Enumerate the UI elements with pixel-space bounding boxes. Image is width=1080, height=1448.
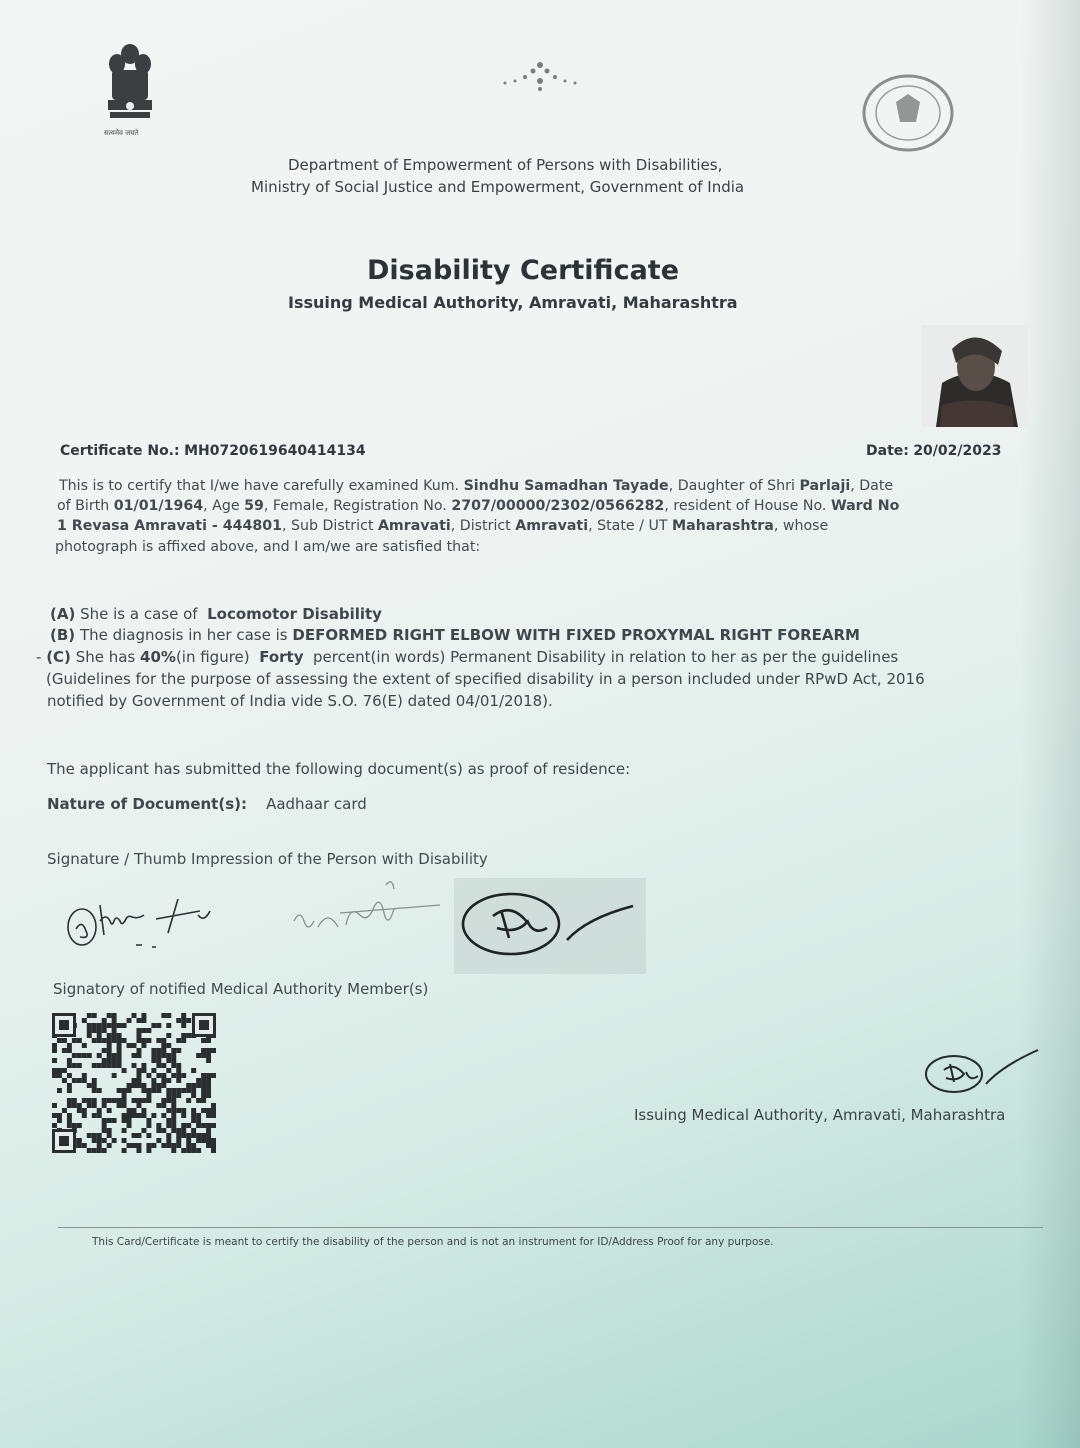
emblem-caption: सत्यमेव जयते: [104, 129, 139, 137]
body-line-3: 1 Revasa Amravati - 444801, Sub District Amravati, District Amravati, State / UT Maharashtra, whose: [57, 518, 829, 534]
body-line-4: photograph is affixed above, and I am/we are satisfied that:: [55, 539, 481, 555]
footer-divider: [58, 1227, 1043, 1228]
house-number: Ward No: [830, 498, 900, 514]
finding-b: (B) The diagnosis in her case is DEFORMED RIGHT ELBOW WITH FIXED PROXYMAL RIGHT FOREARM: [50, 626, 860, 644]
disability-percent: 40%: [140, 648, 176, 666]
diagnosis-value: DEFORMED RIGHT ELBOW WITH FIXED PROXYMAL RIGHT FOREARM: [292, 626, 860, 644]
paper-fold-shadow: [1020, 0, 1080, 1448]
authority-footer: Issuing Medical Authority, Amravati, Maharashtra: [634, 1106, 1006, 1124]
disability-type: Locomotor Disability: [207, 605, 382, 623]
ornament-icon: [495, 55, 585, 95]
page-title: Disability Certificate: [367, 255, 680, 286]
page-subtitle: Issuing Medical Authority, Amravati, Maharashtra: [288, 293, 738, 312]
finding-c-line-2: (Guidelines for the purpose of assessing the extent of specified disability in a person included under RPwD Act, 2016: [46, 670, 925, 688]
certificate-date: [866, 443, 1001, 459]
certificate-number-value: MH0720619640414134: [184, 443, 366, 459]
authority-signature-icon: [455, 880, 645, 970]
applicant-hindi-signature-icon: [290, 875, 445, 945]
body-line-1: This is to certify that I/we have carefully examined Kum. Sindhu Samadhan Tayade, Daughter of Shri Parlaji, Date: [59, 478, 894, 494]
certificate-number: [60, 443, 366, 459]
certificate-number-label: Certificate No.:: [60, 443, 180, 459]
documents-label: Nature of Document(s):: [47, 795, 247, 813]
address-value: 1 Revasa Amravati - 444801: [57, 518, 282, 534]
national-emblem-icon: [100, 40, 160, 138]
applicant-signature-icon: [60, 885, 220, 955]
ministry-name: Ministry of Social Justice and Empowerment, Government of India: [251, 178, 745, 196]
authority-signature-small-icon: [922, 1040, 1042, 1098]
signature-label: Signature / Thumb Impression of the Person with Disability: [47, 850, 488, 868]
documents-row: [47, 795, 367, 813]
signatory-label: Signatory of notified Medical Authority Member(s): [53, 980, 429, 998]
qr-code-icon[interactable]: [52, 1013, 216, 1153]
finding-a: (A) She is a case of Locomotor Disability: [50, 605, 382, 623]
documents-intro: The applicant has submitted the following document(s) as proof of residence:: [47, 760, 631, 778]
disclaimer: This Card/Certificate is meant to certify the disability of the person and is not an instrument for ID/Address Proof for any purpose.: [92, 1236, 774, 1248]
certificate-date-label: Date:: [866, 443, 909, 459]
date-of-birth: 01/01/1964: [113, 498, 204, 514]
finding-c-line-3: notified by Government of India vide S.O. 76(E) dated 04/01/2018).: [47, 692, 553, 710]
applicant-photo: [922, 325, 1028, 427]
certificate-date-value: 20/02/2023: [913, 443, 1002, 459]
body-line-2: of Birth 01/01/1964, Age 59, Female, Registration No. 2707/00000/2302/0566282, resident of House No. Ward No: [57, 498, 900, 514]
department-name: Department of Empowerment of Persons with Disabilities,: [288, 156, 723, 174]
official-seal-icon: [862, 74, 954, 152]
documents-value: Aadhaar card: [266, 795, 367, 813]
father-name: Parlaji: [799, 478, 851, 494]
sub-district-value: Amravati: [377, 518, 451, 534]
disability-percent-words: Forty: [259, 648, 304, 666]
finding-c: - (C) She has 40%(in figure) Forty percent(in words) Permanent Disability in relation to her as per the guidelines: [36, 648, 899, 666]
applicant-name: Sindhu Samadhan Tayade: [463, 478, 669, 494]
district-value: Amravati: [515, 518, 589, 534]
registration-number: 2707/00000/2302/0566282: [451, 498, 665, 514]
state-value: Maharashtra: [672, 518, 774, 534]
age-value: 59: [244, 498, 264, 514]
